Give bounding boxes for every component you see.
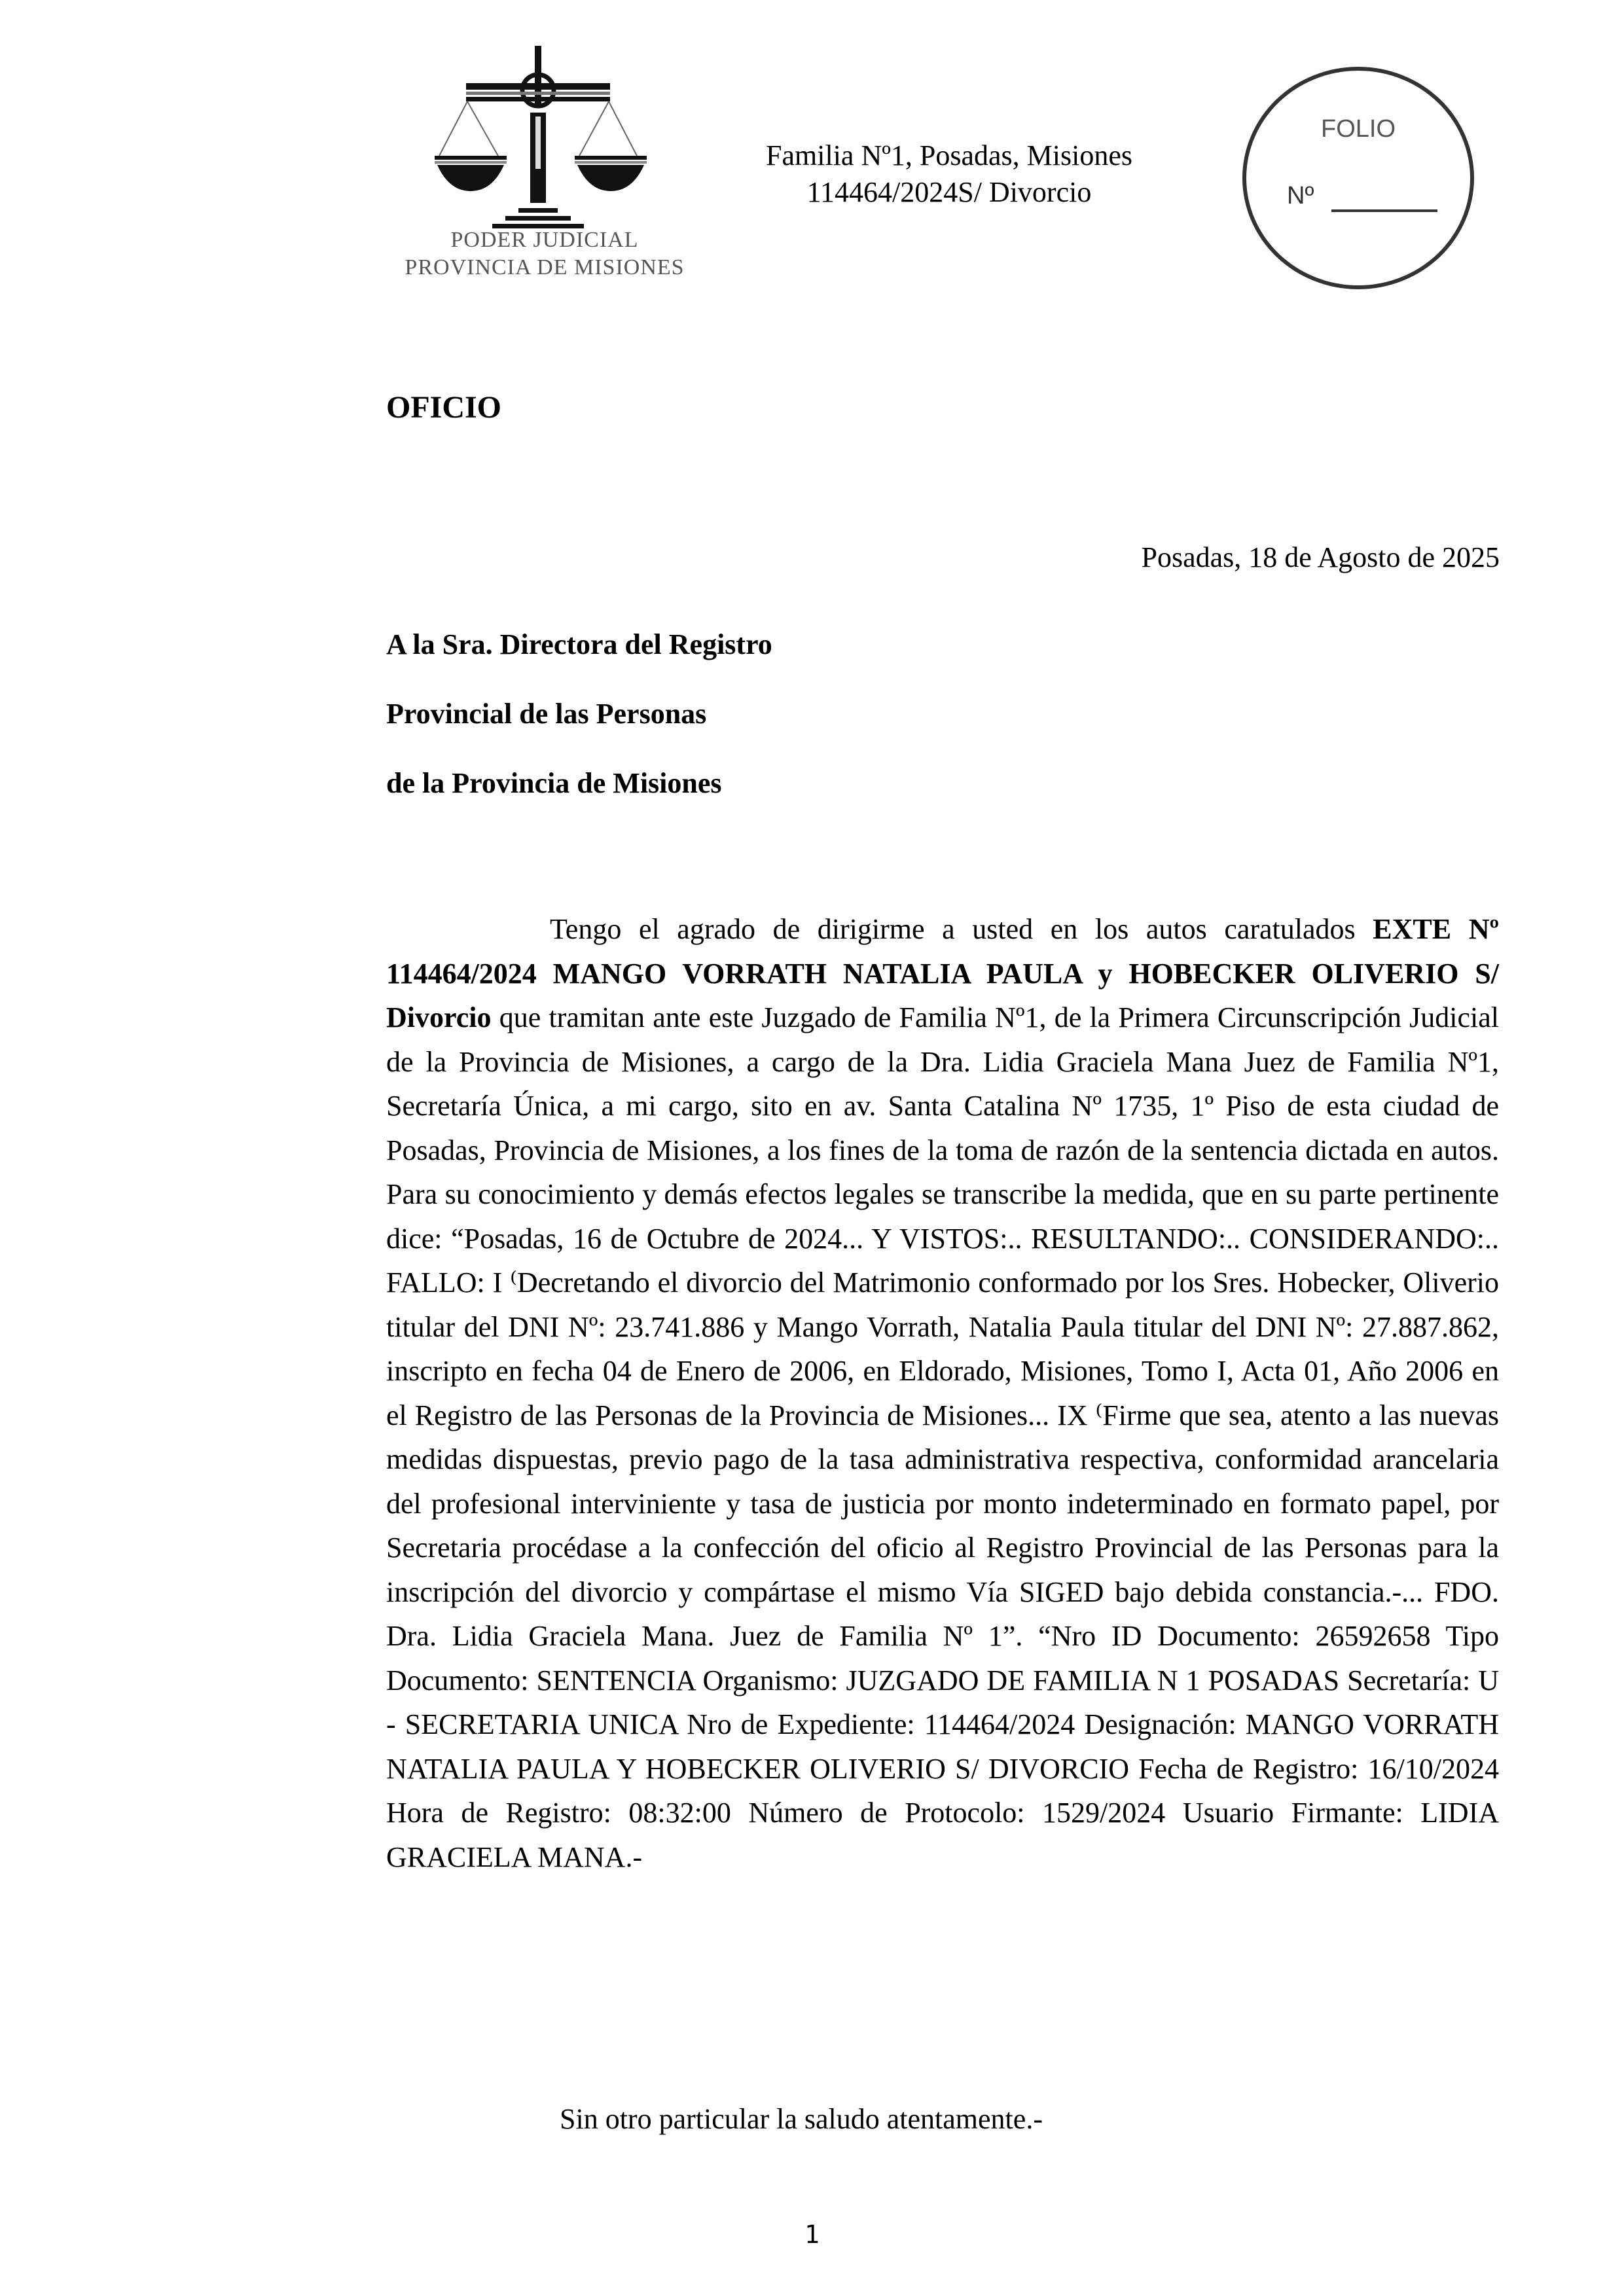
folio-title: FOLIO: [1320, 115, 1396, 143]
case-header: [720, 137, 1178, 211]
body-paragraph: [386, 907, 1499, 1879]
page-number: 1: [804, 2220, 820, 2249]
body-text: que tramitan ante este Juzgado de Familia Nº1, de la Primera Circunscripción Judicial de la Provincia de Misiones, a cargo de la Dra. Lidia Graciela Mana Juez de Familia Nº1, Secretaría Única, a mi cargo, sito en av. Santa Catalina Nº 1735, 1º Piso de esta ciudad de Posadas, Provincia de Misiones, a los fines de la toma de razón de la sentencia dictada en autos. Para su conocimiento y demás efectos legales se transcribe la medida, que en su parte pertinente dice: “Posadas, 16 de Octubre de 2024... Y VISTOS:.. RESULTANDO:.. CONSIDERANDO:.. FALLO: I ⁽Decretando el divorcio del Matrimonio conformado por los Sres. Hobecker, Oliverio titular del DNI Nº: 23.741.886 y Mango Vorrath, Natalia Paula titular del DNI Nº: 27.887.862, inscripto en fecha 04 de Enero de 2006, en Eldorado, Misiones, Tomo I, Acta 01, Año 2006 en el Registro de las Personas de la Provincia de Misiones... IX ⁽Firme que sea, atento a las nuevas medidas dispuestas, previo pago de la tasa administrativa respectiva, conformidad arancelaria del profesional interviniente y tasa de justicia por monto indeterminado en formato papel, por Secretaria procédase a la confección del oficio al Registro Provincial de las Personas para la inscripción del divorcio y compártase el mismo Vía SIGED bajo debida constancia.-... FDO. Dra. Lidia Graciela Mana. Juez de Familia Nº 1”. “Nro ID Documento: 26592658 Tipo Documento: SENTENCIA Organismo: JUZGADO DE FAMILIA N 1 POSADAS Secretaría: U - SECRETARIA UNICA Nro de Expediente: 114464/2024 Designación: MANGO VORRATH NATALIA PAULA Y HOBECKER OLIVERIO S/ DIVORCIO Fecha de Registro: 16/10/2024 Hora de Registro: 08:32:00 Número de Protocolo: 1529/2024 Usuario Firmante: LIDIA GRACIELA MANA.-: [386, 1001, 1499, 1873]
case-reference: 114464/2024S/ Divorcio: [806, 176, 1092, 208]
recipient-line: Provincial de las Personas: [386, 698, 707, 730]
body-intro: Tengo el agrado de dirigirme a usted en los autos caratulados: [550, 913, 1373, 945]
document-title: OFICIO: [386, 390, 502, 425]
folio-number-blank: [1331, 209, 1437, 212]
court-name: Familia Nº1, Posadas, Misiones: [766, 139, 1132, 171]
folio-stamp: [1242, 67, 1474, 289]
case-title: EXTE Nº 114464/2024 MANGO VORRATH NATALIA PAULA y HOBECKER OLIVERIO S/ Divorcio: [386, 913, 1499, 1033]
scales-of-justice-icon: [401, 39, 689, 229]
recipient-line: de la Provincia de Misiones: [386, 767, 722, 799]
document-body: [386, 907, 1499, 1879]
logo-line-provincia: PROVINCIA DE MISIONES: [405, 255, 685, 279]
document-date: Posadas, 18 de Agosto de 2025: [1141, 541, 1500, 573]
logo-line-poder-judicial: PODER JUDICIAL: [450, 228, 639, 252]
folio-number-label: Nº: [1287, 182, 1314, 209]
recipient-line: A la Sra. Directora del Registro: [386, 628, 772, 660]
closing-line: Sin otro particular la saludo atentamente.-: [560, 2103, 1043, 2135]
recipient-block: [386, 610, 772, 818]
court-logo: [401, 39, 689, 288]
